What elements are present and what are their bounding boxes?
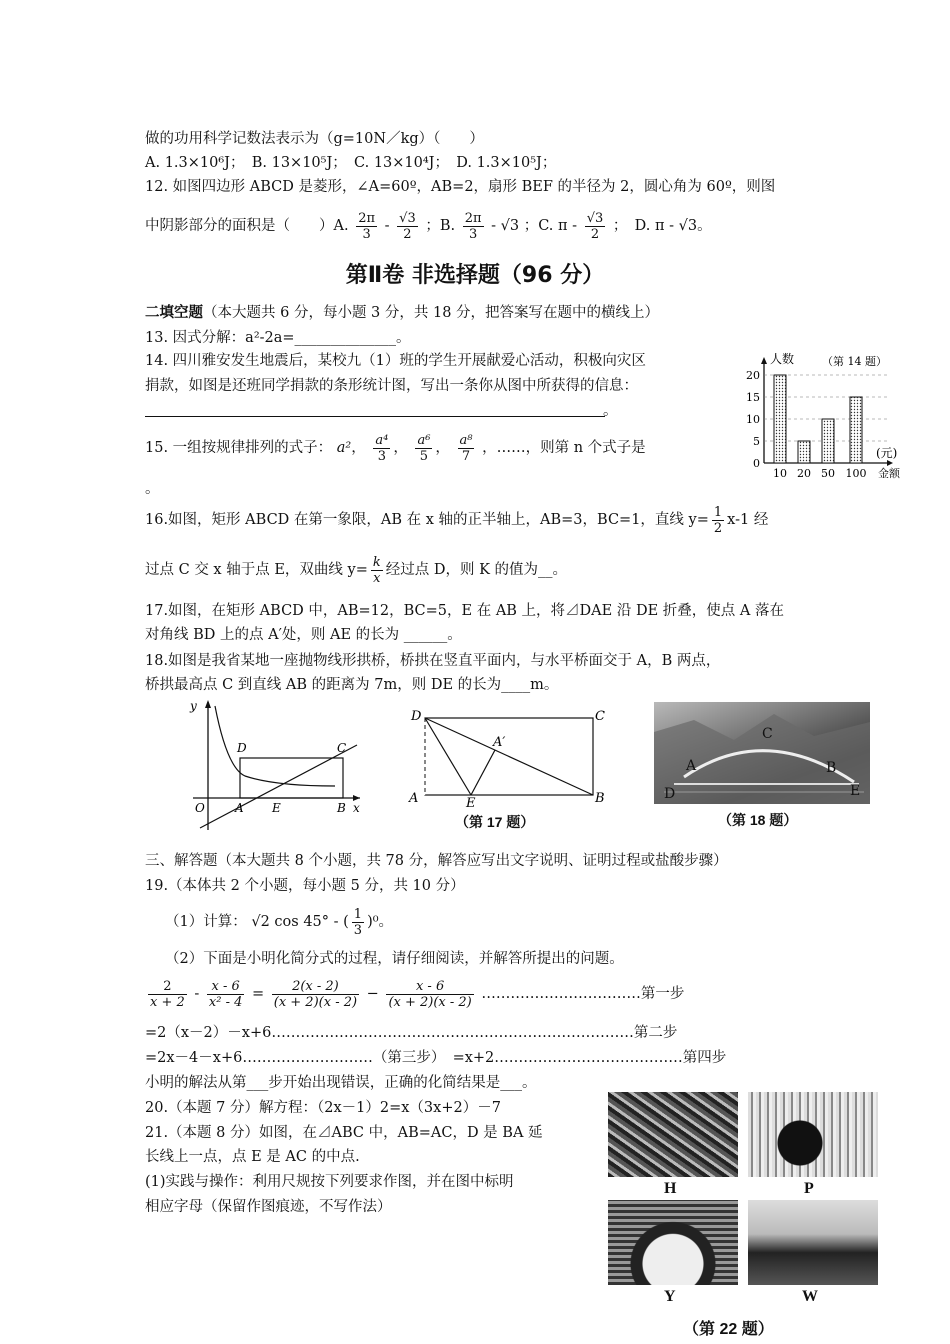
fig18-label-A: A <box>686 758 697 774</box>
fig18-label-E: E <box>850 783 861 799</box>
q19-1-prefix: （1）计算： <box>165 914 247 930</box>
q19-1-expr: √2 cos 45° - ( <box>251 914 349 930</box>
chart-xtick-label: 10 <box>773 467 787 480</box>
q18-line1: 18.如图是我省某地一座抛物线形拱桥，桥拱在竖直平面内，与水平桥面交于 A，B 两点， <box>145 653 721 669</box>
part2-title: 第Ⅱ卷 非选择题（96 分） <box>345 263 605 288</box>
fig18-label-D: D <box>664 786 676 802</box>
fig17-label-D: D <box>411 709 422 724</box>
fig16-label-B: B <box>337 801 346 815</box>
fig17-label-B: B <box>595 791 605 806</box>
q12-b: ；B. <box>425 218 456 234</box>
q16-line1 <box>145 500 768 540</box>
fig22-label-h: H <box>664 1180 677 1197</box>
q19-op-1: = <box>251 986 265 1002</box>
sec2-note: （本大题共 6 分，每小题 3 分，共 18 分，把答案写在题中的横线上） <box>203 305 660 321</box>
q21-line2: 长线上一点，点 E 是 AC 的中点. <box>145 1149 360 1165</box>
sec3-title: 三、解答题（本大题共 8 个小题，共 78 分，解答应写出文字说明、证明过程或盐酸步骤） <box>145 853 728 869</box>
q15: 15. 一组按规律排列的式子： a²， $\frac{\text{a⁴}}{3}$ ， $\frac{\text{a⁶}}{5}$ ， $\frac{\text{a⁸}}{7}$ ，……，则第 n 个式子是 <box>145 432 646 464</box>
fig17-diagram <box>405 706 610 811</box>
chart-bar <box>774 375 786 463</box>
q15-end: 。 <box>145 481 160 497</box>
q14-answer-line[interactable] <box>145 416 605 417</box>
q21-line3: (1)实践与操作：利用尺规按下列要求作图，并在图中标明 <box>145 1174 514 1190</box>
fig16-diagram <box>185 698 365 833</box>
q19-1-end: )⁰。 <box>367 914 394 930</box>
q19-step1 <box>145 972 684 1016</box>
q14-bar-chart <box>742 348 912 482</box>
q15-term-3: $\frac{\text{a⁸}}{7}$ <box>459 432 473 464</box>
q19-2: （2）下面是小明化简分式的过程，请仔细阅读，并解答所提出的问题。 <box>165 951 624 967</box>
fig22-label-w: W <box>802 1288 818 1305</box>
q19-frac-1: $\frac{x - 6}{\text{x² - 4}}$ <box>208 978 243 1010</box>
q13: 13. 因式分解：a²-2a=______________。 <box>145 330 411 346</box>
q15-term-1: $\frac{\text{a⁴}}{3}$ <box>375 432 389 464</box>
fig16-label-y: y <box>190 699 197 713</box>
q12-minus-b: - <box>491 218 497 234</box>
fig16-label-O: O <box>195 801 205 815</box>
chart-xlabel: 金额 <box>878 467 900 480</box>
chart-xtick-label: 100 <box>845 467 867 480</box>
q19-frac-2: $\frac{2(x - 2)}{(x + 2)(x - 2)}$ <box>273 978 358 1010</box>
fig22-caption: （第 22 题） <box>683 1321 774 1338</box>
q15-prefix: 15. 一组按规律排列的式子： <box>145 440 333 456</box>
q19-step1-tail: ……………………………第一步 <box>481 986 685 1002</box>
q20: 20.（本题 7 分）解方程：（2x－1）2=x（3x+2）－7 <box>145 1100 501 1116</box>
q16-line2-end: 经过点 D，则 K 的值为__。 <box>385 562 568 578</box>
q12-pi-minus-d: π - √3 <box>654 218 698 234</box>
fig18-label-B: B <box>826 760 837 776</box>
fig17-label-C: C <box>595 709 605 724</box>
fig16-label-A: A <box>235 801 244 815</box>
q15-suffix: ，……，则第 n 个式子是 <box>482 440 646 456</box>
q21-line4: 相应字母（保留作图痕迹，不写作法） <box>145 1199 392 1215</box>
chart-x-arrow <box>887 460 893 466</box>
fig16-label-D: D <box>237 741 247 755</box>
q12-minus-a: - <box>384 218 390 234</box>
q16-frac2: $\frac{k}{x}$ <box>372 554 381 586</box>
chart-y-arrow <box>761 357 767 364</box>
q16-line1-text: 16.如图，矩形 ABCD 在第一象限，AB 在 x 轴的正半轴上，AB=3，BC=1，直线 y= <box>145 512 709 528</box>
q12-end: 。 <box>697 218 712 234</box>
q19-op-0: - <box>194 986 200 1002</box>
q12-frac-a: $\frac{2\pi}{3}$ <box>358 210 376 242</box>
chart-xtick-label: 20 <box>797 467 811 480</box>
chart-ytick-label: 5 <box>753 435 760 448</box>
q12-frac-b: $\frac{2\pi}{3}$ <box>464 210 482 242</box>
chart-bar <box>850 397 862 463</box>
chart-bar <box>798 441 810 463</box>
fig22-photo-h <box>608 1092 738 1177</box>
fig22-photo-p <box>748 1092 878 1177</box>
q12-d: ； D. <box>612 218 651 234</box>
fig16-label-x: x <box>353 801 360 815</box>
chart-ytick-label: 10 <box>746 413 760 426</box>
fig22-label-p: P <box>804 1180 814 1197</box>
q12-frac-c: $\frac{√3}{2}$ <box>586 210 604 242</box>
q12-sqrt3-b: √3 <box>500 218 520 234</box>
q14-line1: 14. 四川雅安发生地震后，某校九（1）班的学生开展献爱心活动，积极向灾区 <box>145 353 646 369</box>
fig16-label-C: C <box>337 741 347 755</box>
fig22-photo-y <box>608 1200 738 1285</box>
q14-line2: 捐款，如图是还班同学捐款的条形统计图，写出一条你从图中所获得的信息： <box>145 378 638 394</box>
q19-op-2: − <box>366 986 379 1002</box>
q12-pi-c: π <box>558 218 568 234</box>
chart-ytick-label: 20 <box>746 369 760 382</box>
fig18-label-C: C <box>762 726 773 742</box>
q12-minus-c: - <box>572 218 578 234</box>
chart-ylabel: 人数 <box>770 352 795 366</box>
fig22-label-y: Y <box>664 1288 676 1305</box>
q19-1-frac: $\frac{1}{3}$ <box>353 906 363 938</box>
fig22-photo-w <box>748 1200 878 1285</box>
q12-line2 <box>145 208 712 244</box>
fig18-bridge-photo <box>654 702 870 804</box>
q19-question: 小明的解法从第___步开始出现错误，正确的化简结果是___。 <box>145 1075 537 1091</box>
q12-line1: 12. 如图四边形 ABCD 是菱形，∠A=60º，AB=2，扇形 BEF 的半径为 2，圆心角为 60º，则图 <box>145 179 776 195</box>
q19-frac-0: $\frac{2}{x + 2}$ <box>150 978 185 1010</box>
q18-line2: 桥拱最高点 C 到直线 AB 的距离为 7m，则 DE 的长为____m。 <box>145 677 559 693</box>
q17-line2: 对角线 BD 上的点 A′处，则 AE 的长为 ______。 <box>145 627 462 643</box>
q19-step2: =2（x－2）－x+6…………………………………………………………………第二步 <box>145 1025 678 1041</box>
sec2-header <box>145 304 659 322</box>
q15-term-0: a² <box>336 440 352 456</box>
q19-1 <box>165 902 393 942</box>
q11-tail: 做的功用科学记数法表示为（g=10N／kg）（ ） <box>145 131 484 147</box>
q19-step3: =2x－4－x+6………………………（第三步） =x+2…………………………………第四步 <box>145 1050 727 1066</box>
chart-bar <box>822 419 834 463</box>
chart-ytick-label: 15 <box>746 391 760 404</box>
q12-c: ；C. <box>523 218 554 234</box>
q16-line1-end: x-1 经 <box>727 512 769 528</box>
q19-head: 19.（本体共 2 个小题，每小题 5 分，共 10 分） <box>145 878 465 894</box>
chart-ytick-label: 0 <box>753 457 760 470</box>
q15-term-2: $\frac{\text{a⁶}}{5}$ <box>417 432 431 464</box>
q19-frac-3: $\frac{x - 6}{(x + 2)(x - 2)}$ <box>388 978 472 1010</box>
q12-frac-sqrt3-2: $\frac{√3}{2}$ <box>399 210 416 242</box>
fig17-label-A: A <box>409 791 419 806</box>
fig16-label-E: E <box>272 801 281 815</box>
q16-line2 <box>145 550 567 590</box>
q21-line1: 21.（本题 8 分）如图，在⊿ABC 中，AB=AC，D 是 BA 延 <box>145 1125 543 1141</box>
q12-prefix: 中阴影部分的面积是（ ）A. <box>145 218 349 234</box>
fig17-label-A1: A′ <box>493 735 506 750</box>
fig18-caption: （第 18 题） <box>718 812 798 828</box>
fig17-caption: （第 17 题） <box>455 814 535 830</box>
chart-title: （第 14 题） <box>822 355 887 368</box>
q16-frac: $\frac{1}{2}$ <box>713 504 723 536</box>
q14-blank-end: 。 <box>603 403 618 419</box>
q11-options: A. 1.3×10⁶J； B. 13×10⁵J； C. 13×10⁴J； D. 1.3×10⁵J； <box>145 155 557 171</box>
q16-line2-text: 过点 C 交 x 轴于点 E，双曲线 y= <box>145 562 368 578</box>
fig17-label-E: E <box>466 796 476 811</box>
chart-unit: (元) <box>876 446 898 460</box>
sec2-title: 二填空题 <box>145 304 203 321</box>
q17-line1: 17.如图，在矩形 ABCD 中，AB=12，BC=5，E 在 AB 上，将⊿DAE 沿 DE 折叠，使点 A 落在 <box>145 603 784 619</box>
chart-xtick-label: 50 <box>821 467 835 480</box>
